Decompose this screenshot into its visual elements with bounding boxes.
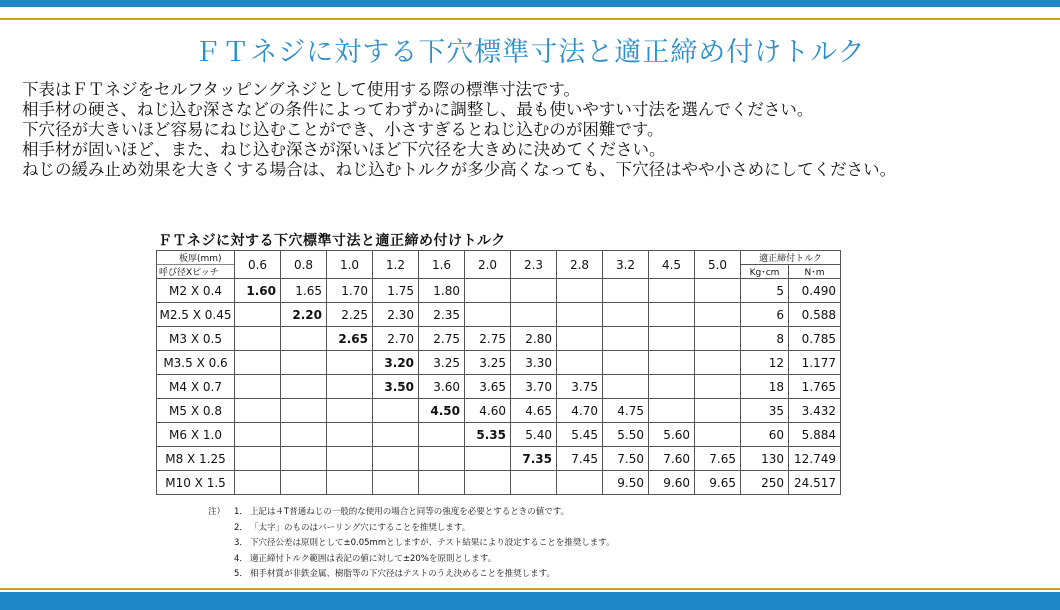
hole-diameter-cell xyxy=(281,375,327,399)
torque-kgcm-cell: 250 xyxy=(741,471,789,495)
table-row xyxy=(157,327,841,351)
screw-size-cell: M4 X 0.7 xyxy=(157,375,235,399)
hole-diameter-cell xyxy=(511,471,557,495)
hole-diameter-cell xyxy=(465,303,511,327)
table-row xyxy=(157,399,841,423)
hole-diameter-cell: 5.50 xyxy=(603,423,649,447)
hole-diameter-cell xyxy=(603,375,649,399)
hole-diameter-cell xyxy=(649,327,695,351)
hole-diameter-cell xyxy=(465,279,511,303)
hole-diameter-cell: 3.20 xyxy=(373,351,419,375)
hole-diameter-cell xyxy=(327,375,373,399)
hole-diameter-cell: 3.30 xyxy=(511,351,557,375)
hole-diameter-cell: 5.45 xyxy=(557,423,603,447)
hole-diameter-cell: 2.25 xyxy=(327,303,373,327)
hole-diameter-cell xyxy=(511,279,557,303)
torque-nm-cell: 24.517 xyxy=(789,471,841,495)
corner-header xyxy=(157,251,235,279)
hole-diameter-cell xyxy=(235,327,281,351)
hole-diameter-cell xyxy=(419,447,465,471)
thickness-header: 1.0 xyxy=(327,251,373,279)
hole-diameter-cell xyxy=(281,471,327,495)
thickness-header: 2.0 xyxy=(465,251,511,279)
hole-diameter-cell xyxy=(235,351,281,375)
hole-diameter-cell xyxy=(327,351,373,375)
hole-diameter-cell: 2.75 xyxy=(419,327,465,351)
hole-diameter-cell xyxy=(557,303,603,327)
torque-kgcm-cell: 60 xyxy=(741,423,789,447)
screw-size-cell: M3.5 X 0.6 xyxy=(157,351,235,375)
torque-kgcm-cell: 130 xyxy=(741,447,789,471)
hole-diameter-cell xyxy=(235,447,281,471)
pilot-hole-table xyxy=(156,250,841,495)
hole-diameter-cell: 5.40 xyxy=(511,423,557,447)
hole-diameter-cell xyxy=(695,351,741,375)
hole-diameter-cell xyxy=(603,279,649,303)
torque-kgcm-cell: 6 xyxy=(741,303,789,327)
hole-diameter-cell: 9.50 xyxy=(603,471,649,495)
table-body xyxy=(157,279,841,495)
intro-text xyxy=(22,80,1047,180)
torque-header: 適正締付トルク xyxy=(741,251,841,265)
top-gold-line xyxy=(0,18,1060,20)
bottom-accent-bar xyxy=(0,592,1060,610)
screw-size-cell: M5 X 0.8 xyxy=(157,399,235,423)
hole-diameter-cell: 3.50 xyxy=(373,375,419,399)
hole-diameter-cell: 7.60 xyxy=(649,447,695,471)
size-label: 呼び径Xピッチ xyxy=(159,268,219,278)
hole-diameter-cell xyxy=(281,423,327,447)
notes xyxy=(208,505,615,583)
hole-diameter-cell xyxy=(235,471,281,495)
torque-unit-nm: N･m xyxy=(789,265,841,279)
hole-diameter-cell: 1.60 xyxy=(235,279,281,303)
hole-diameter-cell: 7.50 xyxy=(603,447,649,471)
hole-diameter-cell: 2.80 xyxy=(511,327,557,351)
hole-diameter-cell xyxy=(649,279,695,303)
intro-line: 下穴径が大きいほど容易にねじ込むことができ、小さすぎるとねじ込むのが困難です。 xyxy=(22,120,664,139)
hole-diameter-cell xyxy=(695,279,741,303)
hole-diameter-cell: 4.50 xyxy=(419,399,465,423)
torque-nm-cell: 1.177 xyxy=(789,351,841,375)
hole-diameter-cell xyxy=(235,423,281,447)
hole-diameter-cell: 2.30 xyxy=(373,303,419,327)
hole-diameter-cell: 7.65 xyxy=(695,447,741,471)
hole-diameter-cell: 3.25 xyxy=(419,351,465,375)
torque-nm-cell: 0.785 xyxy=(789,327,841,351)
hole-diameter-cell xyxy=(327,423,373,447)
torque-nm-cell: 12.749 xyxy=(789,447,841,471)
top-accent-bar xyxy=(0,0,1060,7)
page-title: ＦＴネジに対する下穴標準寸法と適正締め付けトルク xyxy=(194,37,866,68)
hole-diameter-cell xyxy=(373,399,419,423)
hole-diameter-cell xyxy=(419,423,465,447)
hole-diameter-cell xyxy=(557,279,603,303)
torque-kgcm-cell: 8 xyxy=(741,327,789,351)
hole-diameter-cell xyxy=(695,399,741,423)
hole-diameter-cell: 2.35 xyxy=(419,303,465,327)
torque-kgcm-cell: 35 xyxy=(741,399,789,423)
thickness-header: 2.8 xyxy=(557,251,603,279)
hole-diameter-cell: 4.65 xyxy=(511,399,557,423)
hole-diameter-cell: 9.65 xyxy=(695,471,741,495)
table-title: ＦＴネジに対する下穴標準寸法と適正締め付けトルク xyxy=(158,233,506,249)
hole-diameter-cell xyxy=(327,399,373,423)
hole-diameter-cell: 4.75 xyxy=(603,399,649,423)
hole-diameter-cell: 5.60 xyxy=(649,423,695,447)
hole-diameter-cell xyxy=(327,471,373,495)
torque-nm-cell: 1.765 xyxy=(789,375,841,399)
hole-diameter-cell xyxy=(235,399,281,423)
screw-size-cell: M8 X 1.25 xyxy=(157,447,235,471)
torque-unit-kgcm: Kg･cm xyxy=(741,265,789,279)
intro-line: 下表はＦＴネジをセルフタッピングネジとして使用する際の標準寸法です。 xyxy=(22,80,581,99)
hole-diameter-cell: 1.70 xyxy=(327,279,373,303)
table-row xyxy=(157,375,841,399)
torque-nm-cell: 3.432 xyxy=(789,399,841,423)
hole-diameter-cell xyxy=(281,351,327,375)
hole-diameter-cell xyxy=(511,303,557,327)
hole-diameter-cell: 2.20 xyxy=(281,303,327,327)
screw-size-cell: M10 X 1.5 xyxy=(157,471,235,495)
intro-line: ねじの緩み止め効果を大きくする場合は、ねじ込むトルクが多少高くなっても、下穴径はやや小さめにしてください。 xyxy=(22,160,897,179)
intro-line: 相手材が固いほど、また、ねじ込む深さが深いほど下穴径を大きめに決めてください。 xyxy=(22,140,666,159)
torque-kgcm-cell: 18 xyxy=(741,375,789,399)
hole-diameter-cell xyxy=(373,471,419,495)
hole-diameter-cell xyxy=(235,375,281,399)
thickness-header: 2.3 xyxy=(511,251,557,279)
thickness-header: 1.2 xyxy=(373,251,419,279)
hole-diameter-cell xyxy=(695,423,741,447)
hole-diameter-cell: 4.60 xyxy=(465,399,511,423)
hole-diameter-cell xyxy=(649,303,695,327)
screw-size-cell: M3 X 0.5 xyxy=(157,327,235,351)
hole-diameter-cell: 2.75 xyxy=(465,327,511,351)
hole-diameter-cell xyxy=(419,471,465,495)
hole-diameter-cell: 3.60 xyxy=(419,375,465,399)
hole-diameter-cell: 4.70 xyxy=(557,399,603,423)
thickness-header: 3.2 xyxy=(603,251,649,279)
hole-diameter-cell xyxy=(695,303,741,327)
hole-diameter-cell xyxy=(465,471,511,495)
thickness-header: 4.5 xyxy=(649,251,695,279)
torque-kgcm-cell: 12 xyxy=(741,351,789,375)
hole-diameter-cell xyxy=(327,447,373,471)
hole-diameter-cell: 2.70 xyxy=(373,327,419,351)
hole-diameter-cell xyxy=(557,327,603,351)
note-item: 2． 「太字」のものはバーリング穴にすることを推奨します。 xyxy=(234,522,471,533)
hole-diameter-cell: 1.75 xyxy=(373,279,419,303)
screw-size-cell: M2.5 X 0.45 xyxy=(157,303,235,327)
hole-diameter-cell: 7.35 xyxy=(511,447,557,471)
note-item: 3． 下穴径公差は原則として±0.05mmとしますが、テスト結果により設定することを推奨します。 xyxy=(234,538,615,548)
hole-diameter-cell: 3.65 xyxy=(465,375,511,399)
hole-diameter-cell xyxy=(603,351,649,375)
note-item: 注） 1． 上記は４T普通ねじの一般的な使用の場合と同等の強度を必要とするときの値です。 xyxy=(208,505,615,521)
table-row xyxy=(157,303,841,327)
hole-diameter-cell xyxy=(603,303,649,327)
hole-diameter-cell: 3.25 xyxy=(465,351,511,375)
thickness-header: 5.0 xyxy=(695,251,741,279)
table-row xyxy=(157,279,841,303)
screw-size-cell: M2 X 0.4 xyxy=(157,279,235,303)
hole-diameter-cell: 3.75 xyxy=(557,375,603,399)
hole-diameter-cell xyxy=(235,303,281,327)
table-row xyxy=(157,447,841,471)
hole-diameter-cell xyxy=(649,351,695,375)
torque-nm-cell: 0.490 xyxy=(789,279,841,303)
table-row xyxy=(157,423,841,447)
table-row xyxy=(157,351,841,375)
table-header-row xyxy=(157,251,841,265)
torque-kgcm-cell: 5 xyxy=(741,279,789,303)
torque-nm-cell: 0.588 xyxy=(789,303,841,327)
hole-diameter-cell: 3.70 xyxy=(511,375,557,399)
hole-diameter-cell xyxy=(557,351,603,375)
thickness-label: 板厚(mm) xyxy=(157,251,234,265)
hole-diameter-cell xyxy=(649,375,695,399)
hole-diameter-cell xyxy=(649,399,695,423)
note-item: 5． 相手材質が非鉄金属、樹脂等の下穴径はテストのうえ決めることを推奨します。 xyxy=(234,569,555,579)
note-item: 4． 適正締付トルク範囲は表記の値に対して±20%を原則とします。 xyxy=(234,553,497,564)
table-row xyxy=(157,471,841,495)
hole-diameter-cell xyxy=(281,447,327,471)
hole-diameter-cell: 7.45 xyxy=(557,447,603,471)
thickness-header: 1.6 xyxy=(419,251,465,279)
thickness-header: 0.6 xyxy=(235,251,281,279)
hole-diameter-cell: 2.65 xyxy=(327,327,373,351)
hole-diameter-cell xyxy=(695,375,741,399)
hole-diameter-cell: 1.65 xyxy=(281,279,327,303)
hole-diameter-cell: 1.80 xyxy=(419,279,465,303)
hole-diameter-cell xyxy=(373,447,419,471)
hole-diameter-cell xyxy=(281,327,327,351)
hole-diameter-cell xyxy=(281,399,327,423)
hole-diameter-cell xyxy=(465,447,511,471)
notes-label: 注） xyxy=(208,507,226,517)
torque-nm-cell: 5.884 xyxy=(789,423,841,447)
hole-diameter-cell xyxy=(373,423,419,447)
hole-diameter-cell: 9.60 xyxy=(649,471,695,495)
hole-diameter-cell: 5.35 xyxy=(465,423,511,447)
thickness-header: 0.8 xyxy=(281,251,327,279)
hole-diameter-cell xyxy=(695,327,741,351)
hole-diameter-cell xyxy=(557,471,603,495)
hole-diameter-cell xyxy=(603,327,649,351)
bottom-gold-line xyxy=(0,588,1060,590)
intro-line: 相手材の硬さ、ねじ込む深さなどの条件によってわずかに調整し、最も使いやすい寸法を選んでください。 xyxy=(22,100,814,119)
screw-size-cell: M6 X 1.0 xyxy=(157,423,235,447)
